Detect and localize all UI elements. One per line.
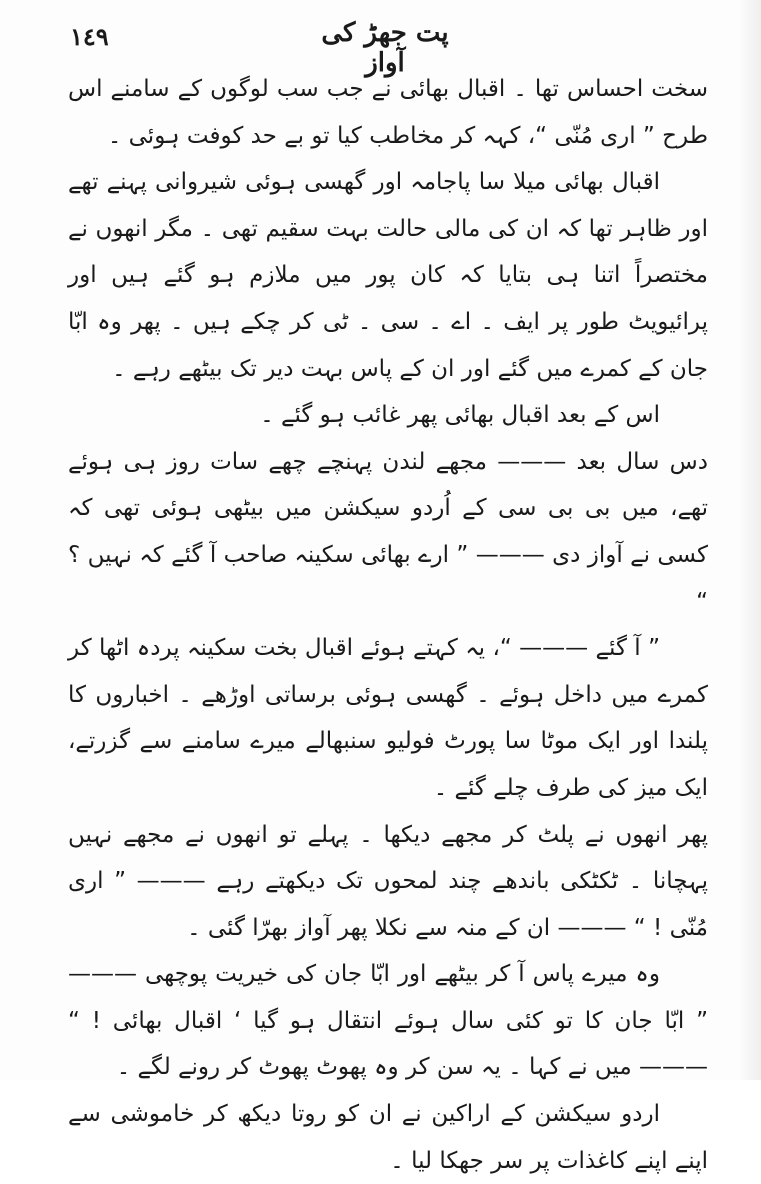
paragraph: سخت احساس تھا ۔ اقبال بھائی نے جب سب لوگوں کے سامنے اس طرح ” اری مُنّی “، کہہ کر مخاطب کیا تو بے حد کوفت ہوئی ۔ [68,76,708,149]
paragraph: پھر انھوں نے پلٹ کر مجھے دیکھا ۔ پہلے تو انھوں نے مجھے نہیں پہچانا ۔ ٹکٹکی باندھے چند لمحوں تک دیکھتے رہے ——— ” اری مُنّی ! “ ——— ان کے منہ سے نکلا پھر آواز بھرّا گئی ۔ [68,821,708,941]
page-edge-shadow [739,0,761,1080]
paragraph: اس کے بعد اقبال بھائی پھر غائب ہو گئے ۔ [260,402,660,429]
page-body [68,66,708,1174]
paragraph: وہ میرے پاس آ کر بیٹھے اور ابّا جان کی خیریت پوچھی ——— ” ابّا جان کا تو کئی سال ہوئے انتقال ہو گیا ‘ اقبال بھائی ! “ ——— میں نے کہا ۔ یہ سن کر وہ پھوٹ پھوٹ کر رونے لگے ۔ [68,961,708,1081]
paragraph: ” آ گئے ——— “، یہ کہتے ہوئے اقبال بخت سکینہ پردہ اٹھا کر کمرے میں داخل ہوئے ۔ گھسی ہوئی برساتی اوڑھے ۔ اخباروں کا پلندا اور ایک موٹا سا پورٹ فولیو سنبھالے میرے سامنے سے گزرتے، ایک میز کی طرف چلے گئے ۔ [68,635,708,801]
paragraph: اقبال بھائی میلا سا پاجامہ اور گھسی ہوئی شیروانی پہنے تھے اور ظاہر تھا کہ ان کی مالی حالت بہت سقیم تھی ۔ مگر انھوں نے مختصراً اتنا ہی بتایا کہ کان پور میں ملازم ہو گئے ہیں اور پرائیویٹ طور پر ایف ۔ اے ۔ سی ۔ ٹی کر چکے ہیں ۔ پھر وہ ابّا جان کے کمرے میں گئے اور ان کے پاس بہت دیر تک بیٹھے رہے ۔ [68,169,708,382]
paragraph: دس سال بعد ——— مجھے لندن پہنچے چھے سات روز ہی ہوئے تھے، میں بی بی سی کے اُردو سیکشن میں بیٹھی ہوئی تھی کہ کسی نے آواز دی ——— ” ارے بھائی سکینہ صاحب آ گئے کہ نہیں ؟ “ [68,448,708,615]
running-title: پت جھڑ کی آواز [321,18,449,78]
page-number: ١٤٩ [70,22,109,51]
paragraph: اردو سیکشن کے اراکین نے ان کو روتا دیکھ کر خاموشی سے اپنے اپنے کاغذات پر سر جھکا لیا ۔ [68,1101,708,1174]
